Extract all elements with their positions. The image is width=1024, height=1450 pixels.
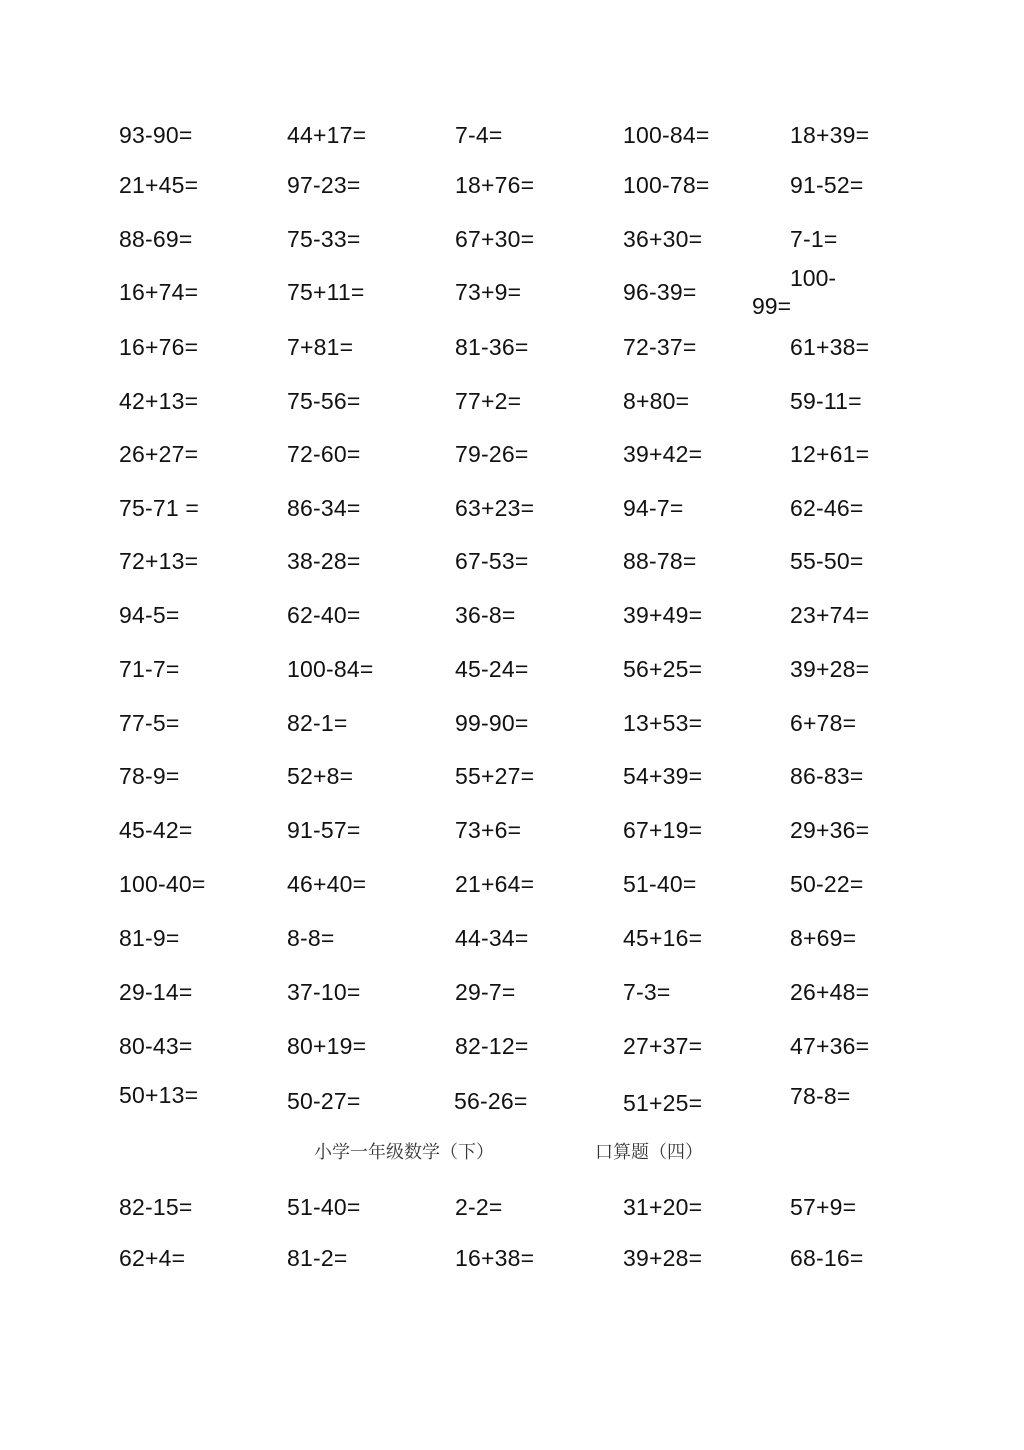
problem: 21+45=: [119, 172, 199, 198]
problem-row: [0, 816, 1024, 856]
problem: 94-7=: [623, 495, 684, 521]
problem: 71-7=: [119, 656, 180, 682]
problem: 7-4=: [455, 122, 503, 148]
problem: 29+36=: [790, 817, 870, 843]
problem: 97-23=: [287, 172, 361, 198]
problem: 80-43=: [119, 1033, 193, 1059]
problem: 8+69=: [790, 925, 857, 951]
problem: 93-90=: [119, 122, 193, 148]
problem: 72-60=: [287, 441, 361, 467]
problem: 45-42=: [119, 817, 193, 843]
problem-row: [0, 440, 1024, 480]
problem: 50-27=: [287, 1088, 361, 1114]
problem: 79-26=: [455, 441, 529, 467]
problem: 8+80=: [623, 388, 690, 414]
problem: 29-14=: [119, 979, 193, 1005]
problem: 18+76=: [455, 172, 535, 198]
problem-row: [0, 171, 1024, 211]
problem: 73+6=: [455, 817, 522, 843]
problem: 86-34=: [287, 495, 361, 521]
problem: 59-11=: [790, 388, 862, 414]
problem: 39+28=: [790, 656, 870, 682]
problem: 51-40=: [287, 1194, 361, 1220]
problem-row: [0, 387, 1024, 427]
problem-row: [0, 709, 1024, 749]
problem: 82-15=: [119, 1194, 193, 1220]
problem-row: [0, 762, 1024, 802]
problem: 16+38=: [455, 1245, 535, 1271]
problem: 96-39=: [623, 279, 697, 305]
problem: 78-9=: [119, 763, 180, 789]
problem-row: [0, 278, 1024, 318]
problem: 21+64=: [455, 871, 535, 897]
problem-row: [0, 978, 1024, 1018]
problem: 42+13=: [119, 388, 199, 414]
problem: 75-33=: [287, 226, 361, 252]
problem: 77+2=: [455, 388, 522, 414]
problem: 36+30=: [623, 226, 703, 252]
problem: 88-78=: [623, 548, 697, 574]
problem: 99-90=: [455, 710, 529, 736]
problem-wrapped: [752, 265, 852, 325]
problem: 50-22=: [790, 871, 864, 897]
problem: 39+28=: [623, 1245, 703, 1271]
problem: 44+17=: [287, 122, 367, 148]
problem-row: [0, 655, 1024, 695]
problem: 81-36=: [455, 334, 529, 360]
problem: 12+61=: [790, 441, 870, 467]
problem: 57+9=: [790, 1194, 857, 1220]
problem: 62+4=: [119, 1245, 186, 1271]
problem: 16+76=: [119, 334, 199, 360]
problem: 7+81=: [287, 334, 354, 360]
problem: 94-5=: [119, 602, 180, 628]
problem: 86-83=: [790, 763, 864, 789]
problem: 75-71 =: [119, 495, 200, 521]
problem: 26+27=: [119, 441, 199, 467]
problem-row: [0, 1032, 1024, 1072]
problem-row: [0, 601, 1024, 641]
problem: 72-37=: [623, 334, 697, 360]
problem: 7-3=: [623, 979, 671, 1005]
problem: 91-57=: [287, 817, 361, 843]
problem: 37-10=: [287, 979, 361, 1005]
problem: 88-69=: [119, 226, 193, 252]
problem: 55+27=: [455, 763, 535, 789]
problem: 52+8=: [287, 763, 354, 789]
problem: 75+11=: [287, 279, 365, 305]
problem: 45-24=: [455, 656, 529, 682]
worksheet-subheading: 口算题（四）: [595, 1142, 703, 1163]
problem-row: [0, 924, 1024, 964]
problem: 67-53=: [455, 548, 529, 574]
problem: 31+20=: [623, 1194, 703, 1220]
problem: 55-50=: [790, 548, 864, 574]
problem: 2-2=: [455, 1194, 503, 1220]
problem: 38-28=: [287, 548, 361, 574]
problem: 8-8=: [287, 925, 335, 951]
problem: 82-12=: [455, 1033, 529, 1059]
problem-row: [0, 494, 1024, 534]
problem: 100-84=: [287, 656, 374, 682]
problem: 78-8=: [790, 1083, 851, 1109]
problem-row: [0, 225, 1024, 265]
problem: 62-40=: [287, 602, 361, 628]
problem: 72+13=: [119, 548, 199, 574]
problem: 23+74=: [790, 602, 870, 628]
problem: 44-34=: [455, 925, 529, 951]
problem: 26+48=: [790, 979, 870, 1005]
problem: 36-8=: [455, 602, 516, 628]
problem: 7-1=: [790, 226, 838, 252]
problem: 61+38=: [790, 334, 870, 360]
problem-row: [0, 870, 1024, 910]
problem: 80+19=: [287, 1033, 367, 1059]
problem: 29-7=: [455, 979, 516, 1005]
problem: 39+49=: [623, 602, 703, 628]
problem: 46+40=: [287, 871, 367, 897]
problem: 81-9=: [119, 925, 180, 951]
problem: 56-26=: [454, 1088, 528, 1114]
problem: 51-40=: [623, 871, 697, 897]
problem: 73+9=: [455, 279, 522, 305]
problem: 27+37=: [623, 1033, 703, 1059]
problem-part-bottom: 99=: [752, 293, 792, 319]
problem-row: [0, 121, 1024, 161]
problem: 18+39=: [790, 122, 870, 148]
problem: 67+30=: [455, 226, 535, 252]
problem: 47+36=: [790, 1033, 870, 1059]
problem: 75-56=: [287, 388, 361, 414]
problem: 91-52=: [790, 172, 864, 198]
problem: 77-5=: [119, 710, 180, 736]
problem: 51+25=: [623, 1090, 703, 1116]
problem-row: [0, 333, 1024, 373]
problem: 68-16=: [790, 1245, 864, 1271]
problem: 67+19=: [623, 817, 703, 843]
problem-row: [0, 547, 1024, 587]
problem: 82-1=: [287, 710, 348, 736]
problem: 50+13=: [119, 1082, 199, 1108]
problem: 100-40=: [119, 871, 206, 897]
problem-row: [0, 1193, 1024, 1233]
problem: 45+16=: [623, 925, 703, 951]
problem: 62-46=: [790, 495, 864, 521]
problem-row: [0, 1081, 1024, 1121]
problem: 16+74=: [119, 279, 199, 305]
problem-part-top: 100-: [790, 265, 837, 291]
problem: 81-2=: [287, 1245, 348, 1271]
problem: 100-84=: [623, 122, 710, 148]
problem: 56+25=: [623, 656, 703, 682]
problem: 100-78=: [623, 172, 710, 198]
problem-row: [0, 1244, 1024, 1284]
problem: 39+42=: [623, 441, 703, 467]
problem: 6+78=: [790, 710, 857, 736]
problem: 63+23=: [455, 495, 535, 521]
worksheet-heading: 小学一年级数学（下）: [314, 1142, 494, 1163]
problem: 13+53=: [623, 710, 703, 736]
problem: 54+39=: [623, 763, 703, 789]
